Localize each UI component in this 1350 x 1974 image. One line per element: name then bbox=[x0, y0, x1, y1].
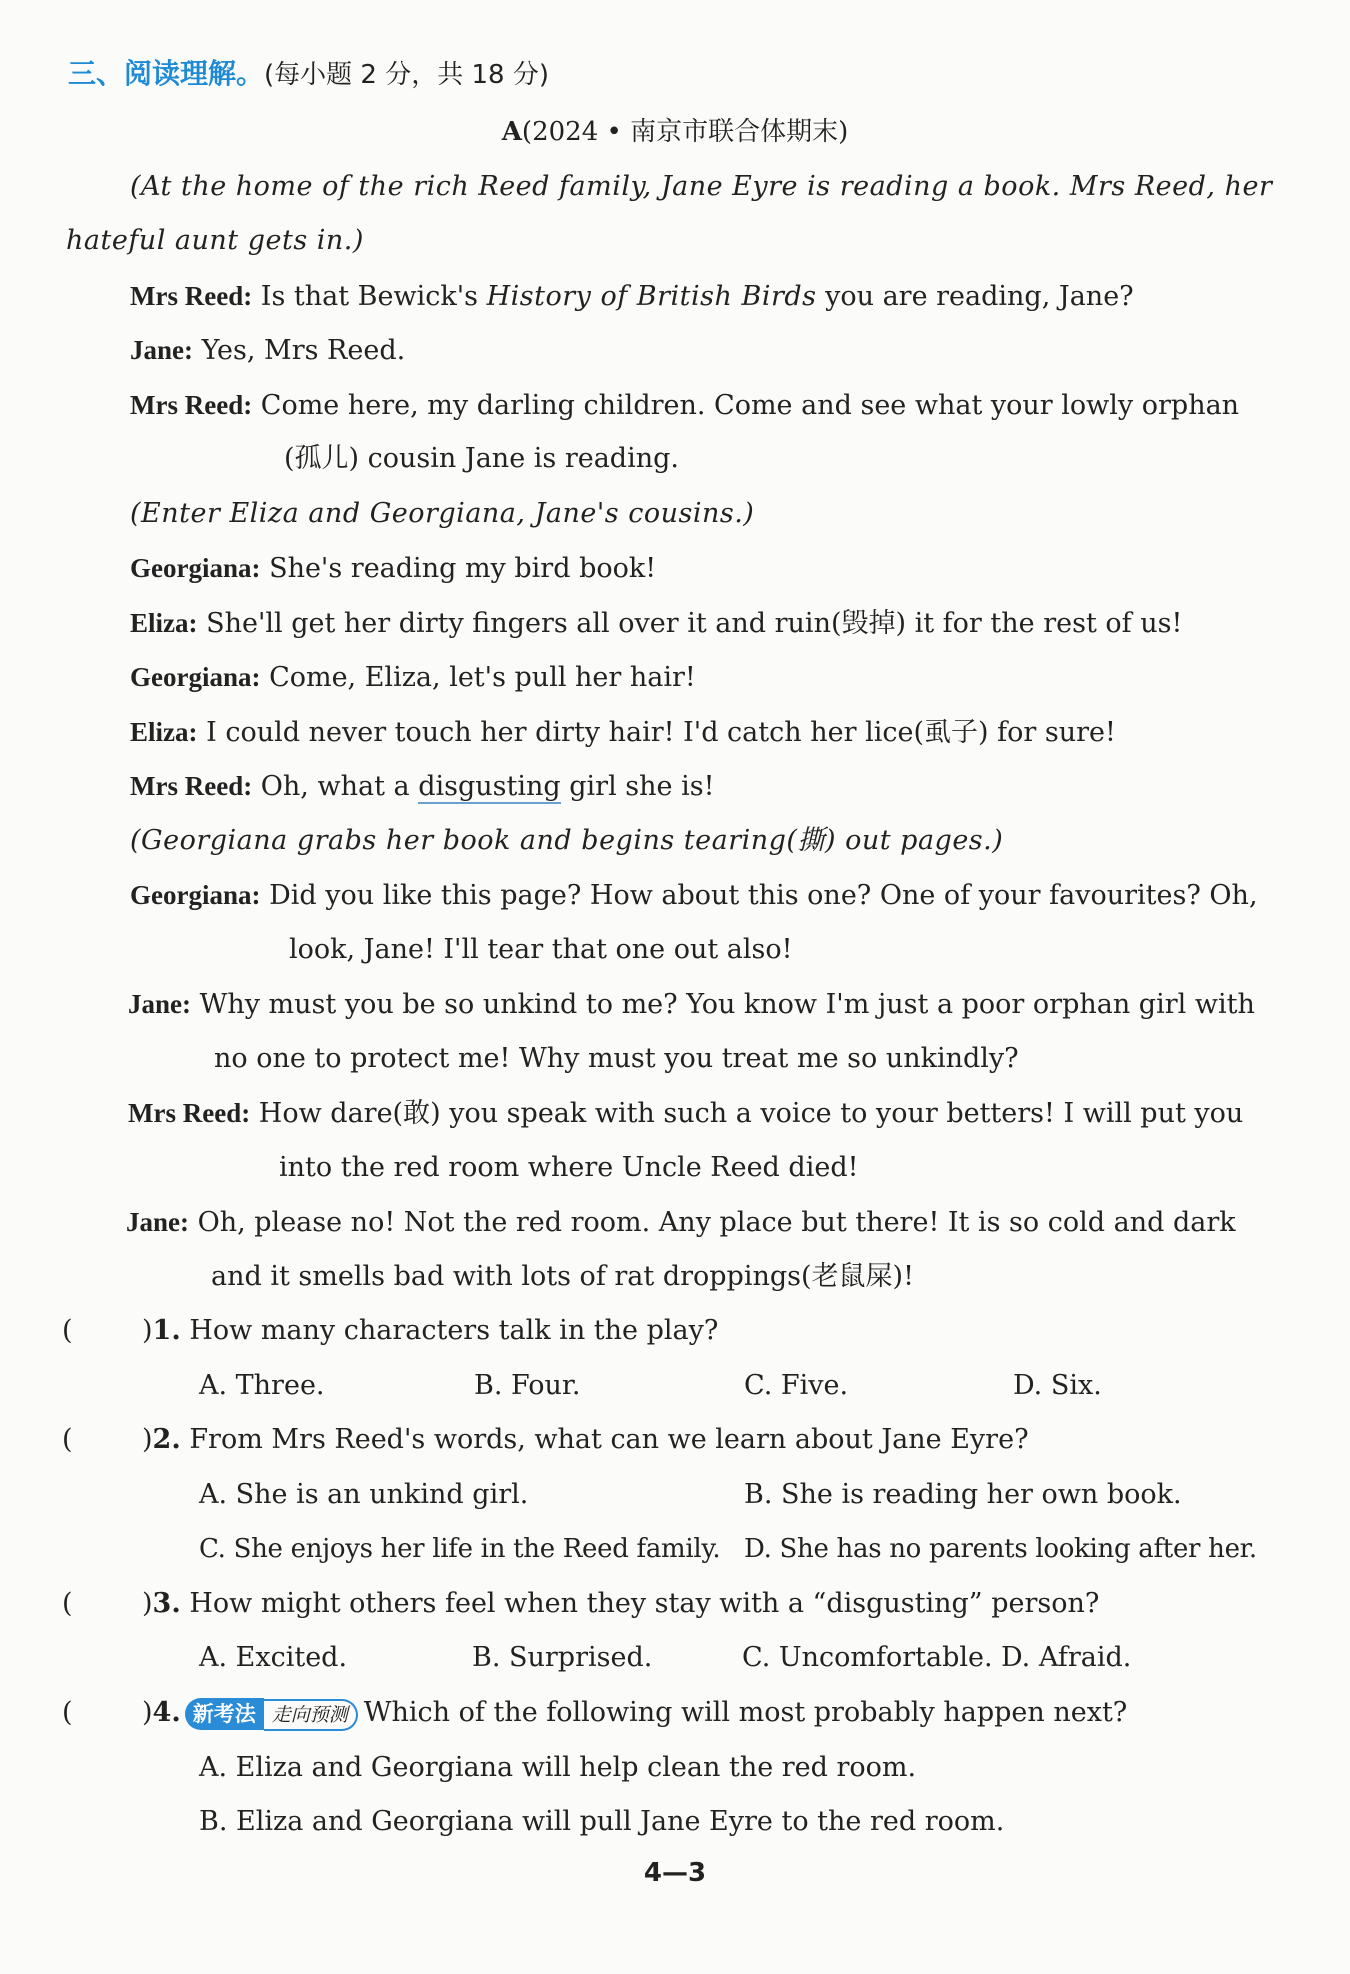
speaker-label: Georgiana: bbox=[130, 662, 261, 692]
dialogue-continuation: (孤儿) cousin Jane is reading. bbox=[284, 443, 679, 474]
dialogue-line bbox=[130, 387, 1239, 424]
option-a[interactable]: A. She is an unkind girl. bbox=[199, 1479, 529, 1510]
option-c[interactable]: C. Uncomfortable. bbox=[742, 1642, 993, 1673]
answer-blank-open[interactable]: ( bbox=[62, 1315, 73, 1346]
option-b[interactable]: B. Eliza and Georgiana will pull Jane Eyre to the red room. bbox=[199, 1806, 1005, 1837]
line-text: I could never touch her dirty hair! I'd catch her lice(虱子) for sure! bbox=[197, 717, 1116, 748]
badge-label: 新考法 bbox=[185, 1698, 264, 1730]
option-d[interactable]: D. Six. bbox=[1013, 1370, 1102, 1401]
option-b[interactable]: B. She is reading her own book. bbox=[744, 1479, 1182, 1510]
badge-sublabel: 走向预测 bbox=[264, 1699, 358, 1731]
question-number: 4. bbox=[152, 1697, 181, 1728]
line-text: Did you like this page? How about this one? One of your favourites? Oh, bbox=[260, 880, 1258, 911]
option-a[interactable]: A. Excited. bbox=[199, 1642, 348, 1673]
speaker-label: Mrs Reed: bbox=[130, 390, 253, 420]
dialogue-line bbox=[130, 768, 714, 805]
dialogue-line bbox=[130, 877, 1258, 914]
speaker-label: Mrs Reed: bbox=[128, 1098, 251, 1128]
line-text: Come here, my darling children. Come and see what your lowly orphan bbox=[252, 390, 1240, 421]
question-text: How many characters talk in the play? bbox=[189, 1315, 719, 1346]
dialogue-continuation: look, Jane! I'll tear that one out also! bbox=[289, 934, 793, 965]
option-b[interactable]: B. Four. bbox=[474, 1370, 581, 1401]
speaker-label: Jane: bbox=[130, 335, 193, 365]
option-d[interactable]: D. She has no parents looking after her. bbox=[744, 1534, 1257, 1564]
option-b[interactable]: B. Surprised. bbox=[472, 1642, 653, 1673]
section-heading: 三、阅读理解。 bbox=[68, 57, 265, 90]
dialogue-continuation: no one to protect me! Why must you treat me so unkindly? bbox=[214, 1043, 1019, 1074]
answer-blank-open[interactable]: ( bbox=[62, 1588, 73, 1619]
line-text: How dare(敢) you speak with such a voice to your betters! I will put you bbox=[250, 1098, 1244, 1129]
speaker-label: Eliza: bbox=[130, 717, 198, 747]
line-text: Is that Bewick's bbox=[252, 281, 487, 312]
stage-direction: (Georgiana grabs her book and begins tearing(撕) out pages.) bbox=[130, 825, 1004, 856]
book-title: History of British Birds bbox=[486, 281, 817, 312]
passage-label: A bbox=[501, 117, 522, 147]
option-d[interactable]: D. Afraid. bbox=[1001, 1642, 1132, 1673]
answer-blank-close: ) bbox=[142, 1697, 153, 1728]
question-text: How might others feel when they stay with a “disgusting” person? bbox=[189, 1588, 1100, 1619]
speaker-label: Jane: bbox=[128, 989, 191, 1019]
line-text: girl she is! bbox=[560, 771, 715, 802]
new-method-badge bbox=[185, 1695, 358, 1727]
line-text: She's reading my bird book! bbox=[260, 553, 657, 584]
dialogue-line bbox=[130, 605, 1182, 642]
speaker-label: Jane: bbox=[126, 1207, 189, 1237]
passage-source: (2024 • 南京市联合体期末) bbox=[521, 117, 849, 147]
speaker-label: Eliza: bbox=[130, 608, 198, 638]
option-c[interactable]: C. Five. bbox=[744, 1370, 849, 1401]
stage-direction: (Enter Eliza and Georgiana, Jane's cousins.) bbox=[130, 498, 755, 529]
dialogue-line bbox=[130, 278, 1134, 315]
question-number: 1. bbox=[152, 1315, 181, 1346]
question-text: Which of the following will most probably happen next? bbox=[363, 1697, 1128, 1728]
dialogue-line bbox=[128, 986, 1255, 1023]
answer-blank-close: ) bbox=[142, 1315, 153, 1346]
section-header bbox=[68, 56, 549, 93]
question-3 bbox=[142, 1586, 1099, 1622]
question-number: 2. bbox=[152, 1424, 181, 1455]
answer-blank-close: ) bbox=[142, 1424, 153, 1455]
dialogue-line bbox=[130, 659, 696, 696]
dialogue-continuation: and it smells bad with lots of rat droppings(老鼠屎)! bbox=[211, 1261, 914, 1292]
speaker-label: Mrs Reed: bbox=[130, 281, 253, 311]
page-number: 4—3 bbox=[643, 1858, 707, 1888]
underlined-word: disgusting bbox=[418, 771, 561, 802]
passage-title bbox=[0, 114, 1350, 150]
dialogue-continuation: into the red room where Uncle Reed died! bbox=[279, 1152, 859, 1183]
line-text: Come, Eliza, let's pull her hair! bbox=[260, 662, 696, 693]
speaker-label: Mrs Reed: bbox=[130, 771, 253, 801]
dialogue-line bbox=[130, 714, 1116, 751]
question-1 bbox=[142, 1313, 718, 1349]
section-note: (每小题 2 分，共 18 分) bbox=[264, 60, 549, 90]
line-text: you are reading, Jane? bbox=[816, 281, 1134, 312]
intro-line-2: hateful aunt gets in.) bbox=[66, 225, 364, 256]
intro-line-1: (At the home of the rich Reed family, Jane Eyre is reading a book. Mrs Reed, her bbox=[130, 171, 1273, 202]
answer-blank-open[interactable]: ( bbox=[62, 1697, 73, 1728]
line-text: She'll get her dirty fingers all over it and ruin(毁掉) it for the rest of us! bbox=[197, 608, 1183, 639]
dialogue-line bbox=[130, 550, 656, 587]
line-text: Why must you be so unkind to me? You know I'm just a poor orphan girl with bbox=[191, 989, 1255, 1020]
answer-blank-close: ) bbox=[142, 1588, 153, 1619]
speaker-label: Georgiana: bbox=[130, 553, 261, 583]
question-4 bbox=[142, 1695, 1127, 1731]
option-c[interactable]: C. She enjoys her life in the Reed family. bbox=[199, 1534, 721, 1564]
question-2 bbox=[142, 1422, 1029, 1458]
option-a[interactable]: A. Eliza and Georgiana will help clean the red room. bbox=[199, 1752, 917, 1783]
answer-blank-open[interactable]: ( bbox=[62, 1424, 73, 1455]
option-a[interactable]: A. Three. bbox=[199, 1370, 325, 1401]
dialogue-line bbox=[126, 1204, 1236, 1241]
question-text: From Mrs Reed's words, what can we learn about Jane Eyre? bbox=[189, 1424, 1029, 1455]
dialogue-line bbox=[130, 332, 405, 369]
line-text: Oh, please no! Not the red room. Any place but there! It is so cold and dark bbox=[189, 1207, 1236, 1238]
line-text: Yes, Mrs Reed. bbox=[193, 335, 406, 366]
line-text: Oh, what a bbox=[252, 771, 419, 802]
speaker-label: Georgiana: bbox=[130, 880, 261, 910]
dialogue-line bbox=[128, 1095, 1243, 1132]
question-number: 3. bbox=[152, 1588, 181, 1619]
